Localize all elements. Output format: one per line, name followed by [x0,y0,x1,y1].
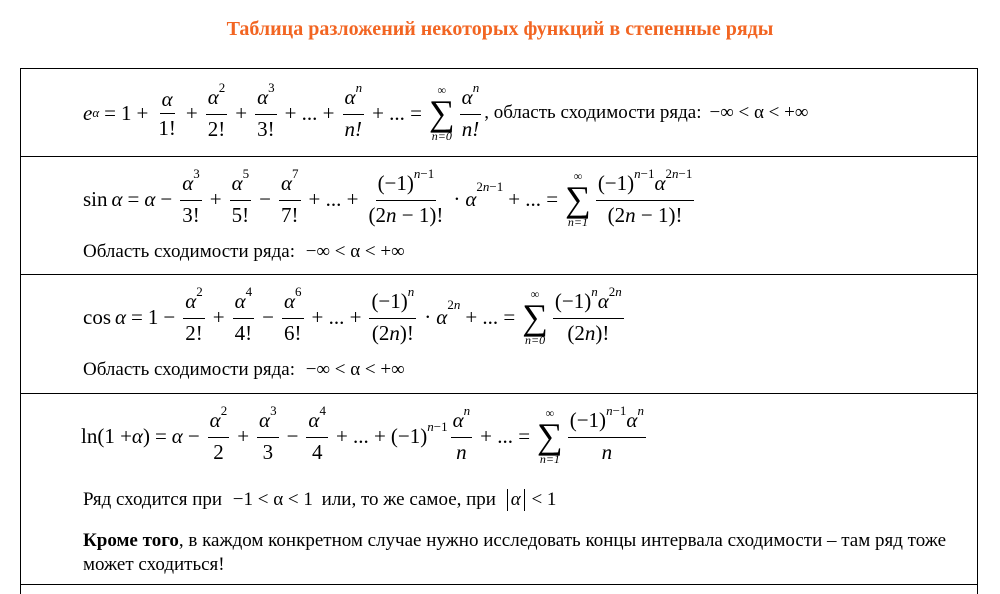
remark-note [83,529,963,577]
convergence-note-ln: Ряд сходится при −1 < α < 1 или, то же самое, при α < 1 [83,489,557,510]
table-row-ln [21,394,977,585]
table-row-sin [21,157,977,275]
convergence-note-cos: Область сходимости ряда: −∞ < α < +∞ [83,359,405,380]
convergence-label: , область сходимости ряда: [484,102,702,123]
formula-exp: e α = 1 + $\frac{\alpha}{1!}$ + $\frac{\alpha^2}{2!}$ + $\frac{\alpha^3}{3!}$ + ... + $\frac{\alpha^n}{n!}$ + ... = ∞ ∑ n=0 $\frac{\alpha^n}{n!}$ , область сходимости ряда: −∞ < α < +∞ [83,80,809,143]
page-title: Таблица разложений некоторых функций в степенные ряды [226,18,774,40]
convergence-value: −∞ < α < +∞ [709,102,809,123]
remark-text: , в каждом конкретном случае нужно исследовать концы интервала сходимости – там ряд тоже может сходиться! [83,530,947,575]
convergence-note-sin: Область сходимости ряда: −∞ < α < +∞ [83,241,405,262]
remark-bold: Кроме того [83,530,179,551]
table-row-cos [21,275,977,394]
series-table [20,68,978,594]
formula-sin: sin α = α − $\frac{\alpha^3}{3!}$ + $\frac{\alpha^5}{5!}$ − $\frac{\alpha^7}{7!}$ + ... + $\frac{(-1)^{n-1}}{(2n - 1)!}$ · α 2n−1 + ... = ∞ ∑ n=1 $\frac{(-1)^{n-1}\alpha^{2n-1}}{(2n - 1)!}$ [83,166,693,229]
table-row-exp [21,69,977,157]
formula-ln: ln(1 + α ) = α − $\frac{\alpha^2}{2}$ + $\frac{\alpha^3}{3}$ − $\frac{\alpha^4}{4}$ + ... + $(-1)^{n-1}$ $\frac{\alpha^n}{n}$ + ... = ∞ ∑ n=1 $\frac{(-1)^{n-1}\alpha^n}{n}$ [81,403,644,466]
formula-cos: cos α = 1 − $\frac{\alpha^2}{2!}$ + $\frac{\alpha^4}{4!}$ − $\frac{\alpha^6}{6!}$ + ... + $\frac{(-1)^n}{(2n)!}$ · α 2n + ... = ∞ ∑ n=0 $\frac{(-1)^n\alpha^{2n}}{(2n)!}$ [83,284,622,347]
